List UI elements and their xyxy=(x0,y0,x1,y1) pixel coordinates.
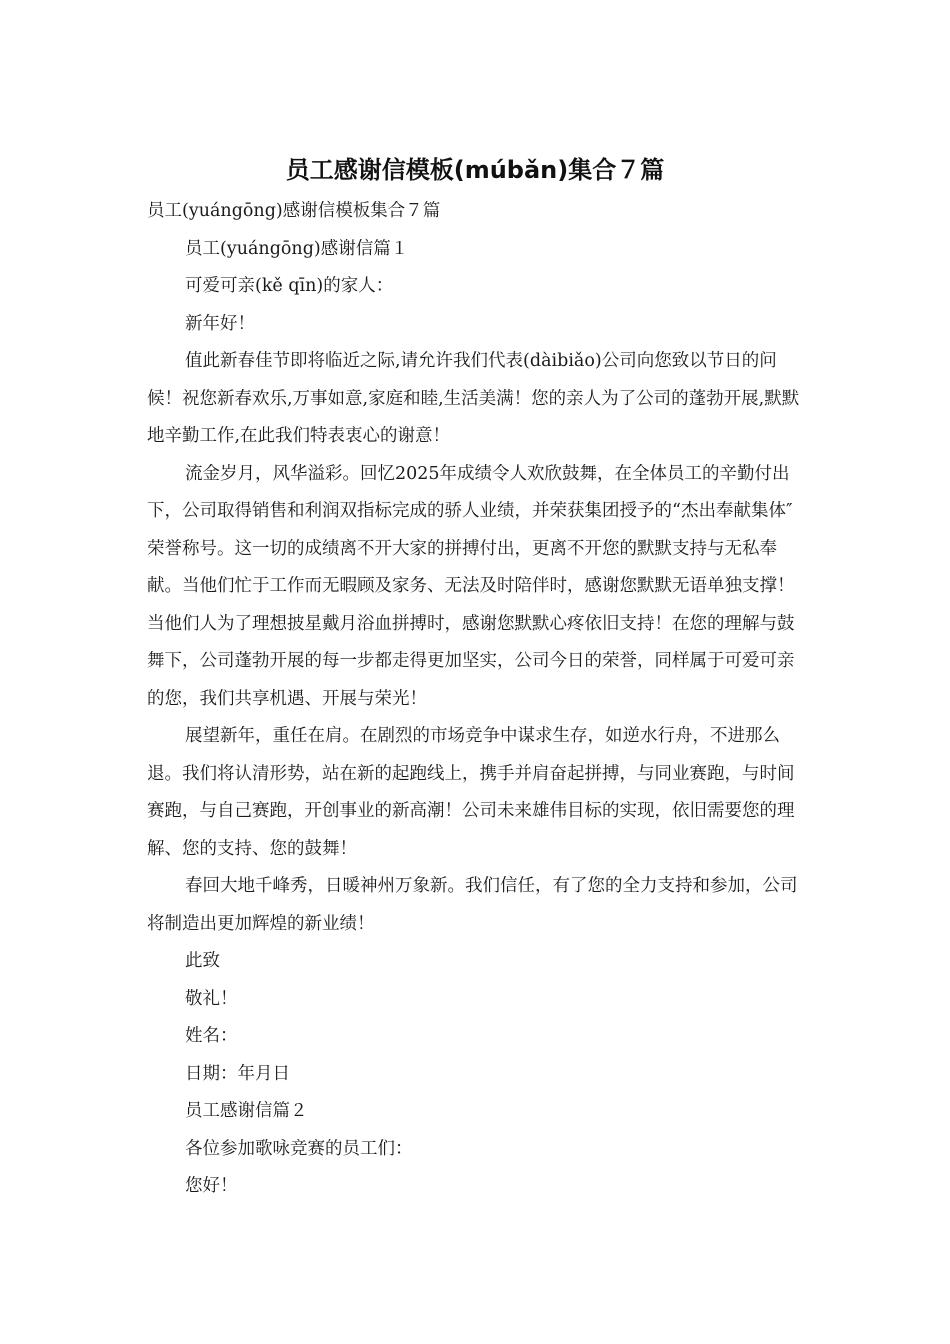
closing-jingli: 敬礼！ xyxy=(185,988,238,1009)
name-line: 姓名： xyxy=(185,1026,238,1046)
salutation: 可爱可亲(kě qīn)的家人： xyxy=(185,276,394,296)
document-title: 员工感谢信模板(múbǎn)集合７篇 xyxy=(285,156,665,184)
paragraph-closing: 春回大地千峰秀，日暖神州万象新。我们信任，有了您的全力支持和参加，公司将制造出更加辉煌的新业绩！ xyxy=(147,876,798,934)
paragraph-achievements: 流金岁月，风华溢彩。回忆2025年成绩令人欢欣鼓舞，在全体员工的辛勤付出下，公司取得销售和利润双指标完成的骄人业绩，并荣获集团授予的“杰出奉献集体″荣誉称号。这一切的成绩离不开大家的拼搏付出，更离不开您的默默支持与无私奉献。当他们忙于工作而无暇顾及家务、无法及时陪伴时，感谢您默默无语单独支撑！当他们人为了理想披星戴月浴血拼搏时，感谢您默默心疼依旧支持！在您的理解与鼓舞下，公司蓬勃开展的每一步都走得更加坚实，公司今日的荣誉，同样属于可爱可亲的您，我们共享机遇、开展与荣光！ xyxy=(147,463,795,709)
document-body xyxy=(147,193,807,1206)
closing-cizhi: 此致 xyxy=(185,951,220,971)
paragraph-subtitle: 员工(yuángōng)感谢信模板集合７篇 xyxy=(147,201,441,221)
greeting-2: 您好！ xyxy=(185,1176,238,1196)
paragraph-outlook: 展望新年，重任在肩。在剧烈的市场竞争中谋求生存，如逆水行舟，不进那么退。我们将认清形势，站在新的起跑线上，携手并肩奋起拼搏，与同业赛跑，与时间赛跑，与自己赛跑，开创事业的新高潮！公司未来雄伟目标的实现，依旧需要您的理解、您的支持、您的鼓舞！ xyxy=(147,726,795,859)
greeting: 新年好！ xyxy=(185,313,255,334)
section-heading-1: 员工(yuángōng)感谢信篇１ xyxy=(185,238,409,259)
date-line: 日期：年月日 xyxy=(185,1063,290,1084)
paragraph-holiday-wishes: 值此新春佳节即将临近之际,请允许我们代表(dàibiǎo)公司向您致以节日的问候！祝您新春欢乐,万事如意,家庭和睦,生活美满！您的亲人为了公司的蓬勃开展,默默地辛勤工作,在此我们特表衷心的谢意！ xyxy=(147,351,800,446)
section-heading-2: 员工感谢信篇２ xyxy=(185,1101,308,1121)
salutation-2: 各位参加歌咏竞赛的员工们： xyxy=(185,1138,413,1159)
